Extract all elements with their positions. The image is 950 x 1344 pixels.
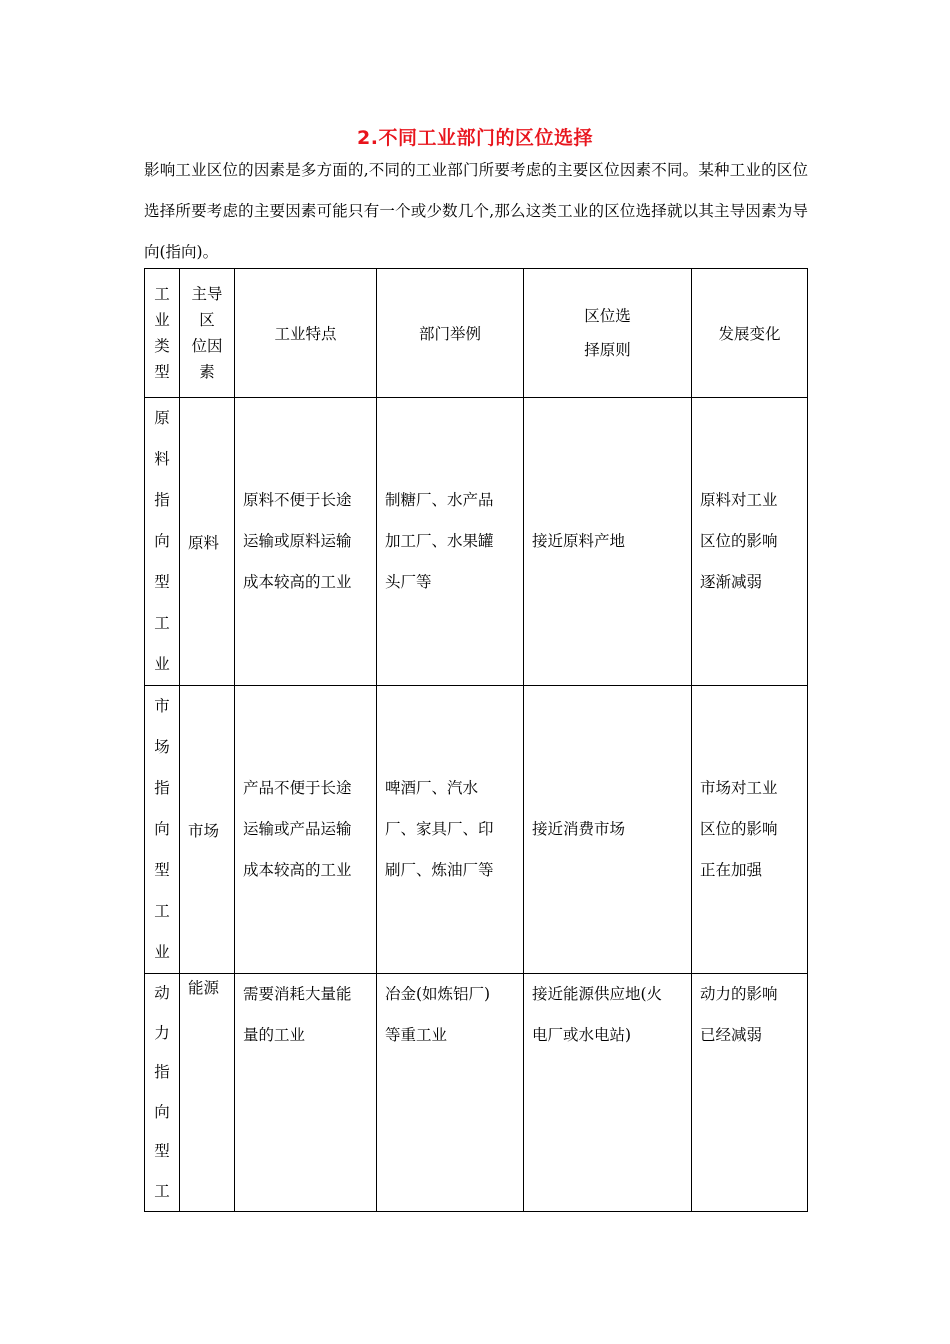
trend-lines	[700, 974, 799, 1056]
examples-lines	[385, 974, 515, 1056]
header-line: 主导	[191, 285, 223, 303]
cell-feature	[235, 974, 377, 1212]
page-title: 2.不同工业部门的区位选择	[357, 127, 593, 149]
header-line: 择原则	[584, 341, 631, 359]
cell-line: 逐渐减弱	[700, 573, 763, 591]
vertical-char: 原	[154, 409, 170, 427]
header-line: 型	[154, 363, 170, 381]
vertical-char: 工	[154, 1181, 170, 1200]
cell-examples	[377, 398, 524, 686]
cell-examples	[377, 686, 524, 974]
cell-trend	[692, 398, 808, 686]
header-line: 位因	[191, 337, 223, 355]
examples-lines	[385, 768, 515, 891]
cell-line: 动力的影响	[700, 985, 778, 1003]
header-type-stack	[145, 281, 179, 385]
cell-line: 区位的影响	[700, 532, 778, 550]
vertical-char: 料	[154, 450, 170, 468]
cell-line: 啤酒厂、汽水	[385, 779, 479, 797]
vertical-char: 向	[154, 820, 170, 838]
cell-line: 原料不便于长途	[243, 491, 352, 509]
cell-trend	[692, 974, 808, 1212]
vertical-char: 工	[154, 614, 170, 632]
header-factor-stack	[180, 281, 234, 385]
header-feature: 工业特点	[235, 269, 377, 398]
header-line: 类	[154, 337, 170, 355]
trend-lines	[700, 768, 799, 891]
header-principle-stack	[524, 299, 691, 367]
header-line: 区	[199, 311, 215, 329]
vertical-char: 动	[154, 984, 170, 1002]
cell-line: 已经减弱	[700, 1026, 763, 1044]
cell-principle	[524, 974, 692, 1212]
cell-line: 成本较高的工业	[243, 861, 352, 879]
header-principle	[524, 269, 692, 398]
table-row	[145, 686, 808, 974]
cell-feature	[235, 686, 377, 974]
vertical-char: 工	[154, 902, 170, 920]
cell-principle	[524, 398, 692, 686]
cell-line: 产品不便于长途	[243, 779, 352, 797]
cell-line: 制糖厂、水产品	[385, 491, 494, 509]
vertical-char: 市	[154, 697, 170, 715]
vertical-char: 向	[154, 532, 170, 550]
cell-line: 运输或产品运输	[243, 820, 352, 838]
cell-line: 运输或原料运输	[243, 532, 352, 550]
feature-lines	[243, 768, 368, 891]
principle-lines	[532, 809, 683, 850]
cell-feature	[235, 398, 377, 686]
cell-line: 需要消耗大量能	[243, 985, 352, 1003]
cell-line: 厂、家具厂、印	[385, 820, 494, 838]
principle-lines	[532, 521, 683, 562]
cell-industry-type	[145, 686, 180, 974]
cell-industry-type	[145, 398, 180, 686]
header-industry-type	[145, 269, 180, 398]
header-line: 区位选	[584, 307, 631, 325]
cell-line: 加工厂、水果罐	[385, 532, 494, 550]
header-examples: 部门举例	[377, 269, 524, 398]
cell-line: 量的工业	[243, 1026, 306, 1044]
cell-line: 电厂或水电站)	[532, 1026, 632, 1044]
vertical-text	[145, 398, 179, 685]
vertical-char: 型	[154, 861, 170, 879]
cell-factor: 能源	[180, 974, 235, 1212]
cell-line: 市场对工业	[700, 779, 778, 797]
feature-lines	[243, 480, 368, 603]
cell-factor: 市场	[180, 686, 235, 974]
vertical-char: 指	[154, 1063, 170, 1081]
examples-lines	[385, 480, 515, 603]
table-row	[145, 974, 808, 1212]
header-line: 业	[154, 311, 170, 329]
feature-lines	[243, 974, 368, 1056]
cell-line: 接近能源供应地(火	[532, 985, 663, 1003]
cell-principle	[524, 686, 692, 974]
cell-line: 头厂等	[385, 573, 432, 591]
vertical-char: 力	[154, 1023, 170, 1042]
vertical-text	[145, 686, 179, 973]
intro-paragraph: 影响工业区位的因素是多方面的,不同的工业部门所要考虑的主要区位因素不同。某种工业的区位选择所要考虑的主要因素可能只有一个或少数几个,那么这类工业的区位选择就以其主导因素为导向(指向)。	[144, 161, 808, 261]
header-line: 素	[199, 363, 215, 381]
table-row	[145, 398, 808, 686]
header-line: 工	[154, 285, 170, 303]
vertical-char: 型	[154, 1142, 170, 1160]
cell-industry-type	[145, 974, 180, 1212]
cell-trend	[692, 686, 808, 974]
vertical-char: 指	[154, 491, 170, 509]
principle-lines	[532, 974, 683, 1056]
table-header-row	[145, 269, 808, 398]
cell-line: 正在加强	[700, 861, 763, 879]
cell-line: 接近原料产地	[532, 532, 626, 550]
vertical-text	[145, 974, 179, 1211]
header-trend: 发展变化	[692, 269, 808, 398]
vertical-char: 向	[154, 1102, 170, 1121]
header-dominant-factor	[180, 269, 235, 398]
cell-factor: 原料	[180, 398, 235, 686]
vertical-char: 业	[154, 943, 170, 961]
cell-line: 成本较高的工业	[243, 573, 352, 591]
vertical-char: 业	[154, 655, 170, 673]
vertical-char: 型	[154, 573, 170, 591]
cell-examples	[377, 974, 524, 1212]
cell-line: 刷厂、炼油厂等	[385, 861, 494, 879]
trend-lines	[700, 480, 799, 603]
cell-line: 区位的影响	[700, 820, 778, 838]
vertical-char: 指	[154, 779, 170, 797]
vertical-char: 场	[154, 738, 170, 756]
cell-line: 冶金(如炼铝厂)	[385, 985, 491, 1003]
industry-location-table	[144, 268, 808, 1212]
cell-line: 原料对工业	[700, 491, 778, 509]
cell-line: 等重工业	[385, 1026, 448, 1044]
cell-line: 接近消费市场	[532, 820, 626, 838]
